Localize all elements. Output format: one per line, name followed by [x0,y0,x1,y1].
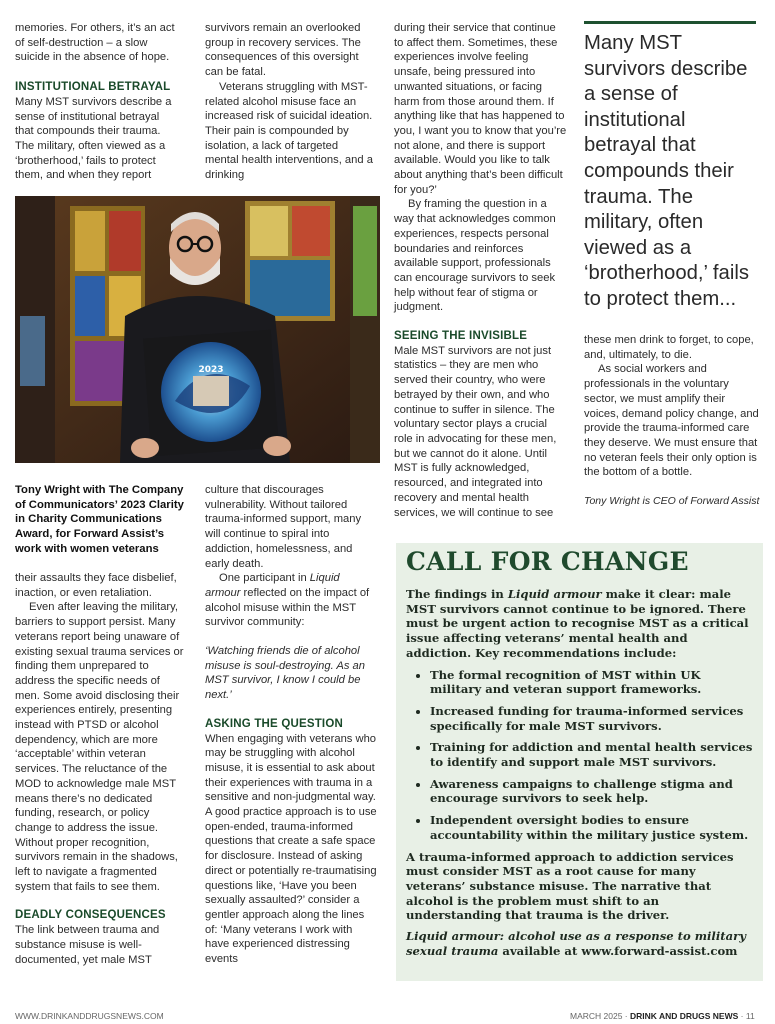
pull-quote: Many MST survivors describe a sense of institutional betrayal that compounds their trauma. The military, often viewed as a ‘brotherhood,’ fails to protect them... [584,32,749,310]
section-heading: SEEING THE INVISIBLE [394,330,528,343]
paragraph: these men drink to forget, to cope, and, ultimately, to die. [584,334,754,361]
list-item: • Increased funding for trauma-informed services specifically for male MST survivors. [430,704,754,733]
text-span: make it clear: male MST survivors cannot continue to be ignored. There must be urgent action to recognise MST as a critical issue affecting veterans’ mental health and addiction. Key recommendations include: [406,587,749,660]
report-title: Liquid armour [205,572,340,599]
report-url: available at www.forward-assist.com [498,943,738,958]
list-item: • Awareness campaigns to challenge stigma and encourage survivors to seek help. [430,777,754,806]
call-for-change-body [406,587,754,958]
text-span: reflected on the impact of alcohol misuse within the MST survivor community: [205,586,370,629]
column-2-top [205,21,373,183]
paragraph: The link between trauma and substance misuse is well-documented, yet male MST [15,924,160,966]
section-heading: ASKING THE QUESTION [205,717,343,730]
report-title: Liquid armour: alcohol use as a response to military sexual trauma [406,929,746,958]
paragraph: during their service that continue to affect them. Sometimes, these experiences involve feeling unsafe, being pressured into unwanted situations, or facing harm from those around them. If anything like that has happened to you, I want you to know that you’re not alone, and there is support available. Would you like to talk about anything that’s been difficult for you?’ [394,22,567,196]
paragraph: survivors remain an overlooked group in recovery services. The consequences of this oversight can be fatal. [205,22,361,79]
photo-award [15,196,380,463]
footer-right: MARCH 2025 · DRINK AND DRUGS NEWS · 11 [570,1011,755,1021]
pull-quote-rule [584,21,756,24]
paragraph: memories. For others, it’s an act of self-destruction – a slow suicide in the absence of hope. [15,22,175,64]
report-title: Liquid armour [507,587,602,601]
section-heading: INSTITUTIONAL BETRAYAL [15,81,171,94]
paragraph: their assaults they face disbelief, inaction, or even retaliation. [15,572,177,599]
paragraph: As social workers and professionals in the voluntary sector, we must amplify their voices, demand policy change, and provide the trauma-informed care they deserve. We must ensure that no veteran feels their only option is the bottom of a bottle. [584,363,759,479]
award-plaque [131,330,291,458]
paragraph: Many MST survivors describe a sense of institutional betrayal that compounds their trauma. The military, often viewed as a ‘brotherhood,’ fails to protect them, and when they report [15,95,172,182]
intro-paragraph [406,587,754,661]
plaque-year: 2023 [198,365,224,375]
paragraph: culture that discourages vulnerability. Without tailored trauma-informed support, many will continue to spiral into addiction, homelessness, and early death. [205,484,362,570]
photo-illustration [15,196,380,463]
text-span: The findings in [406,587,508,601]
call-for-change-title: CALL FOR CHANGE [406,547,689,576]
section-heading: DEADLY CONSEQUENCES [15,909,166,922]
page-number: 11 [745,1011,755,1021]
column-2-bottom [205,483,377,967]
paragraph: Even after leaving the military, barriers to support persist. Many veterans report being unaware of existing sexual trauma services or finding them unprepared to address the specific needs of men. Some avoid disclosing their experiences entirely, presenting instead with PTSD or alcohol dependency, which are more ‘acceptable’ within veteran services. The reluctance of the MOD to acknowledge male MST means there’s no dedicated funding, research, or policy change to address the issue. Without proper recognition, survivors remain in the shadows, left to navigate a fragmented system that fails to see them. [15,601,184,893]
footer-date: MARCH 2025 [570,1011,623,1021]
footer-website: WWW.DRINKANDDRUGSNEWS.COM [15,1011,164,1021]
text-span: One participant in [219,572,310,585]
list-item: • Independent oversight bodies to ensure accountability within the military justice system. [430,813,754,842]
closing-paragraph: A trauma-informed approach to addiction services must consider MST as a root cause for many veterans’ substance misuse. The narrative that alcohol is the problem must shift to an understanding that trauma is the driver. [406,849,734,923]
list-item: • The formal recognition of MST within UK military and veteran support frameworks. [430,668,754,697]
column-3 [394,21,568,520]
recommendations-list [406,668,754,843]
participant-quote: ‘Watching friends die of alcohol misuse is soul-destroying. As an MST survivor, I know I could be next.’ [205,645,366,702]
paragraph: Veterans struggling with MST-related alcohol misuse face an increased risk of suicidal ideation. Their pain is compounded by isolation, a lack of targeted mental health interventions, and a drinking [205,80,373,182]
footer-publication: DRINK AND DRUGS NEWS [630,1011,739,1021]
column-1-bottom [15,571,185,967]
paragraph: By framing the question in a way that acknowledges common experiences, respects personal boundaries and reinforces available support, professionals can encourage survivors to seek help without fear of stigma or judgment. [394,198,556,314]
call-for-change-box [396,543,763,981]
column-4 [584,333,760,509]
author-byline: Tony Wright is CEO of Forward Assist [584,495,760,508]
column-1-top [15,21,180,183]
list-item: • Training for addiction and mental health services to identify and support male MST survivors. [430,740,754,769]
paragraph: When engaging with veterans who may be struggling with alcohol misuse, it is essential to ask about their experiences with trauma in a sensitive and non-judgmental way. A good practice approach is to use open-ended, trauma-informed questions that create a safe space for disclosure. Instead of asking direct or potentially re-traumatising questions like, ‘Have you been sexually assaulted?’ consider a gentler approach along the lines of: ‘Many veterans I work with have experienced distressing events [205,732,377,966]
report-reference [406,929,754,958]
paragraph: Male MST survivors are not just statistics – they are men who served their country, who were betrayed by their own, and who continue to suffer in silence. The voluntary sector plays a crucial role in advocating for these men, but we cannot do it alone. Until MST is fully acknowledged, resourced, and integrated into recovery and mental health services, we will continue to see [394,344,557,519]
photo-caption-block [15,483,187,557]
paragraph [205,571,377,630]
photo-caption: Tony Wright with The Company of Communicators’ 2023 Clarity in Charity Communications Award, for Forward Assist’s work with women veterans [15,484,184,555]
